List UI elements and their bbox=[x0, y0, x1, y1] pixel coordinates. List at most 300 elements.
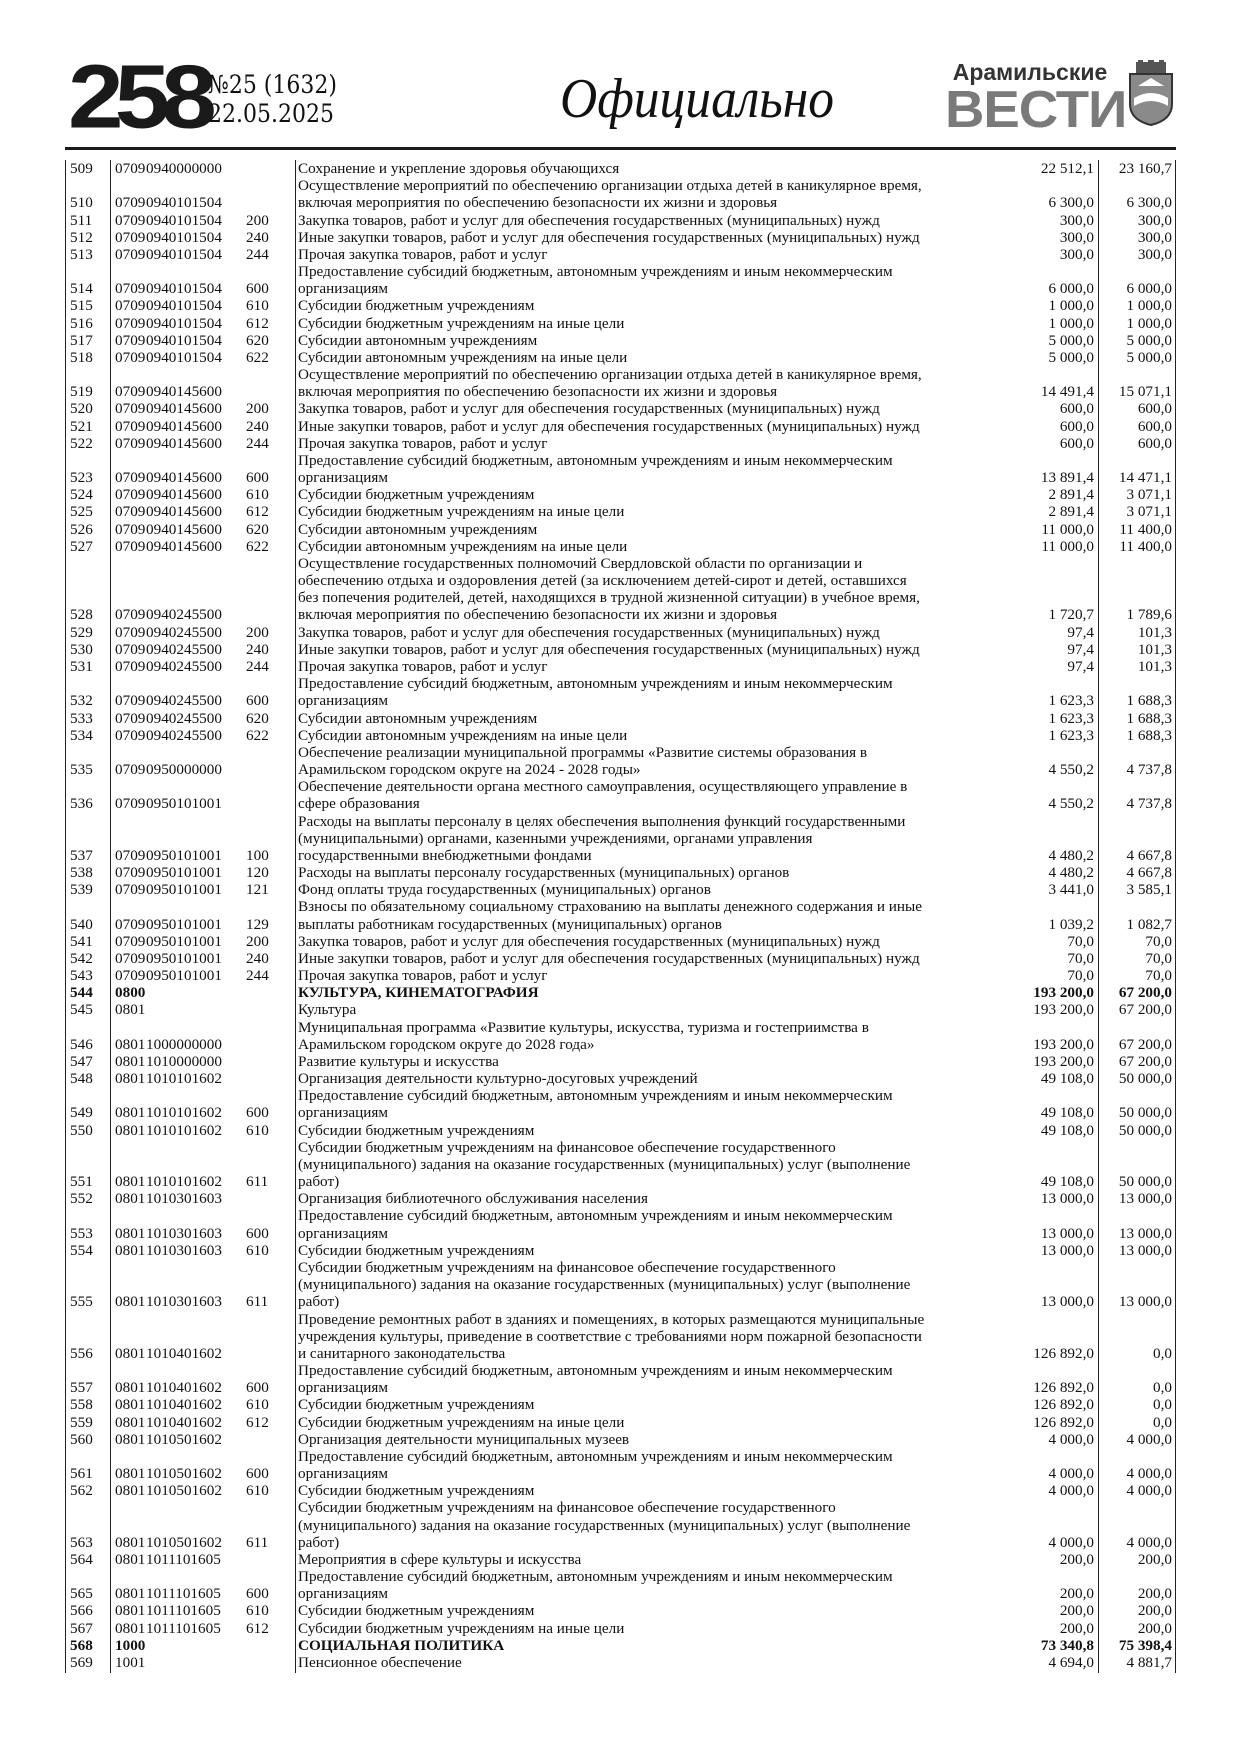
expense-type-code: 610 bbox=[246, 1482, 269, 1500]
target-article-code: 0940245500 bbox=[146, 623, 222, 641]
row-number: 554 bbox=[70, 1241, 93, 1259]
row-description: Предоставление субсидий бюджетным, автономным учреждениям и иным некоммерческим организациям bbox=[298, 451, 893, 487]
table-row bbox=[65, 160, 1176, 177]
table-row bbox=[65, 452, 1176, 486]
amount-year-1: 1 623,3 bbox=[1048, 709, 1094, 727]
amount-year-1: 4 000,0 bbox=[1048, 1430, 1094, 1448]
table-row bbox=[65, 1190, 1176, 1207]
table-row bbox=[65, 727, 1176, 744]
amount-year-1: 1 720,7 bbox=[1048, 606, 1094, 624]
amount-year-1: 97,4 bbox=[1067, 623, 1094, 641]
row-number: 529 bbox=[70, 623, 93, 641]
row-description: Предоставление субсидий бюджетным, автономным учреждениям и иным некоммерческим организациям bbox=[298, 1087, 893, 1122]
table-row bbox=[65, 675, 1176, 709]
row-number: 553 bbox=[70, 1224, 93, 1242]
row-description: Муниципальная программа «Развитие культуры, искусства, туризма и гостеприимства в Арамильском городском округе до 2028 года» bbox=[298, 1018, 869, 1053]
row-number: 516 bbox=[70, 314, 93, 332]
amount-year-2: 70,0 bbox=[1145, 967, 1172, 985]
target-article-code: 1011101605 bbox=[146, 1602, 221, 1620]
amount-year-2: 600,0 bbox=[1137, 417, 1172, 435]
amount-year-1: 1 039,2 bbox=[1048, 915, 1094, 933]
expense-type-code: 244 bbox=[246, 245, 269, 263]
table-row bbox=[65, 1499, 1176, 1551]
table-row bbox=[65, 1654, 1176, 1671]
table-row bbox=[65, 1070, 1176, 1087]
section-code: 0801 bbox=[115, 1482, 146, 1500]
target-article-code: 0940145600 bbox=[146, 520, 222, 538]
table-row bbox=[65, 1087, 1176, 1121]
row-number: 569 bbox=[70, 1653, 93, 1671]
amount-year-2: 13 000,0 bbox=[1118, 1190, 1172, 1208]
expense-type-code: 240 bbox=[246, 228, 269, 246]
amount-year-1: 70,0 bbox=[1067, 967, 1094, 985]
amount-year-2: 4 000,0 bbox=[1126, 1430, 1172, 1448]
target-article-code: 0940145600 bbox=[146, 434, 222, 452]
amount-year-2: 0,0 bbox=[1153, 1379, 1172, 1397]
row-description: Субсидии автономным учреждениям на иные цели bbox=[298, 348, 628, 366]
target-article-code: 1000000000 bbox=[146, 1035, 222, 1053]
target-article-code: 1011101605 bbox=[146, 1585, 221, 1603]
section-code: 0801 bbox=[115, 1121, 146, 1139]
amount-year-2: 4 737,8 bbox=[1126, 761, 1172, 779]
row-number: 567 bbox=[70, 1619, 93, 1637]
expense-type-code: 240 bbox=[246, 949, 269, 967]
row-description: Иные закупки товаров, работ и услуг для обеспечения государственных (муниципальных) нужд bbox=[298, 949, 920, 967]
section-code: 0801 bbox=[115, 1293, 146, 1311]
amount-year-2: 75 398,4 bbox=[1118, 1636, 1172, 1654]
amount-year-2: 1 000,0 bbox=[1126, 314, 1172, 332]
table-row bbox=[65, 813, 1176, 865]
amount-year-2: 200,0 bbox=[1137, 1585, 1172, 1603]
table-row bbox=[65, 1482, 1176, 1499]
section-code: 0709 bbox=[115, 314, 146, 332]
table-row bbox=[65, 1396, 1176, 1413]
row-description: Субсидии бюджетным учреждениям bbox=[298, 1602, 535, 1620]
section-code: 0709 bbox=[115, 520, 146, 538]
table-row bbox=[65, 1053, 1176, 1070]
expense-type-code: 612 bbox=[246, 1413, 269, 1431]
table-row bbox=[65, 1122, 1176, 1139]
amount-year-2: 6 300,0 bbox=[1126, 194, 1172, 212]
row-description: Закупка товаров, работ и услуг для обеспечения государственных (муниципальных) нужд bbox=[298, 211, 880, 229]
amount-year-1: 126 892,0 bbox=[1033, 1413, 1094, 1431]
row-number: 513 bbox=[70, 245, 93, 263]
target-article-code: 0950101001 bbox=[146, 864, 222, 882]
expense-type-code: 244 bbox=[246, 434, 269, 452]
amount-year-2: 50 000,0 bbox=[1118, 1070, 1172, 1088]
table-body bbox=[65, 160, 1176, 1671]
amount-year-1: 600,0 bbox=[1059, 417, 1094, 435]
amount-year-1: 70,0 bbox=[1067, 949, 1094, 967]
expense-type-code: 600 bbox=[246, 1224, 269, 1242]
section-code: 0801 bbox=[115, 1550, 146, 1568]
section-code: 0801 bbox=[115, 1619, 146, 1637]
amount-year-2: 23 160,7 bbox=[1118, 160, 1172, 177]
table-row bbox=[65, 744, 1176, 778]
expense-type-code: 200 bbox=[246, 932, 269, 950]
table-row bbox=[65, 1019, 1176, 1053]
expense-type-code: 200 bbox=[246, 211, 269, 229]
table-row bbox=[65, 1602, 1176, 1619]
section-code: 0801 bbox=[115, 1001, 146, 1019]
section-code: 0709 bbox=[115, 726, 146, 744]
target-article-code: 0940245500 bbox=[146, 692, 222, 710]
amount-year-2: 1 688,3 bbox=[1126, 692, 1172, 710]
target-article-code: 1010501602 bbox=[146, 1430, 222, 1448]
row-number: 517 bbox=[70, 331, 93, 349]
row-number: 510 bbox=[70, 194, 93, 212]
amount-year-1: 11 000,0 bbox=[1041, 537, 1094, 555]
section-code: 0709 bbox=[115, 228, 146, 246]
row-description: Субсидии автономным учреждениям bbox=[298, 709, 538, 727]
row-description: Предоставление субсидий бюджетным, автономным учреждениям и иным некоммерческим организациям bbox=[298, 1362, 893, 1397]
expense-type-code: 600 bbox=[246, 1104, 269, 1122]
amount-year-2: 1 000,0 bbox=[1126, 297, 1172, 315]
target-article-code: 1011101605 bbox=[146, 1550, 221, 1568]
row-number: 532 bbox=[70, 692, 93, 710]
row-description: Субсидии автономным учреждениям на иные цели bbox=[298, 537, 628, 555]
section-code: 0709 bbox=[115, 709, 146, 727]
table-row bbox=[65, 315, 1176, 332]
amount-year-1: 22 512,1 bbox=[1040, 160, 1094, 177]
target-article-code: 0940101504 bbox=[146, 348, 222, 366]
amount-year-2: 1 688,3 bbox=[1126, 726, 1172, 744]
target-article-code: 0940101504 bbox=[146, 228, 222, 246]
table-row bbox=[65, 984, 1176, 1001]
table-row bbox=[65, 555, 1176, 624]
row-number: 562 bbox=[70, 1482, 93, 1500]
target-article-code: 1010401602 bbox=[146, 1413, 222, 1431]
row-description: СОЦИАЛЬНАЯ ПОЛИТИКА bbox=[298, 1636, 505, 1654]
table-row bbox=[65, 486, 1176, 503]
table-row bbox=[65, 418, 1176, 435]
amount-year-2: 200,0 bbox=[1137, 1550, 1172, 1568]
section-code: 0801 bbox=[115, 1052, 146, 1070]
section-code: 0709 bbox=[115, 245, 146, 263]
row-number: 528 bbox=[70, 606, 93, 624]
table-row bbox=[65, 538, 1176, 555]
table-row bbox=[65, 332, 1176, 349]
target-article-code: 1010401602 bbox=[146, 1379, 222, 1397]
section-code: 0801 bbox=[115, 1533, 146, 1551]
table-row bbox=[65, 881, 1176, 898]
table-row bbox=[65, 1620, 1176, 1637]
page-number: 258 bbox=[68, 46, 208, 148]
table-row bbox=[65, 864, 1176, 881]
amount-year-1: 73 340,8 bbox=[1040, 1636, 1094, 1654]
amount-year-1: 70,0 bbox=[1067, 932, 1094, 950]
expense-type-code: 240 bbox=[246, 640, 269, 658]
section-code: 0709 bbox=[115, 949, 146, 967]
amount-year-2: 67 200,0 bbox=[1118, 984, 1172, 1002]
target-article-code: 1010501602 bbox=[146, 1465, 222, 1483]
amount-year-1: 13 000,0 bbox=[1040, 1190, 1094, 1208]
table-row bbox=[65, 1259, 1176, 1311]
table-row bbox=[65, 177, 1176, 211]
row-description: Прочая закупка товаров, работ и услуг bbox=[298, 245, 548, 263]
row-number: 515 bbox=[70, 297, 93, 315]
expense-type-code: 610 bbox=[246, 1602, 269, 1620]
row-number: 555 bbox=[70, 1293, 93, 1311]
row-description: Субсидии бюджетным учреждениям на финансовое обеспечение государственного (муниципального) задания на оказание государственных (муниципальных) услуг (выполнение работ) bbox=[298, 1499, 911, 1551]
expense-type-code: 200 bbox=[246, 400, 269, 418]
amount-year-2: 14 471,1 bbox=[1118, 469, 1172, 487]
row-description: Субсидии бюджетным учреждениям на финансовое обеспечение государственного (муниципального) задания на оказание государственных (муниципальных) услуг (выполнение работ) bbox=[298, 1259, 911, 1311]
expense-type-code: 240 bbox=[246, 417, 269, 435]
amount-year-1: 13 000,0 bbox=[1040, 1241, 1094, 1259]
amount-year-2: 3 585,1 bbox=[1126, 881, 1172, 899]
amount-year-1: 11 000,0 bbox=[1041, 520, 1094, 538]
row-description: Субсидии бюджетным учреждениям на иные цели bbox=[298, 503, 625, 521]
row-description: Субсидии бюджетным учреждениям bbox=[298, 1241, 535, 1259]
amount-year-1: 2 891,4 bbox=[1048, 503, 1094, 521]
row-description: Организация библиотечного обслуживания населения bbox=[298, 1190, 648, 1208]
row-description: Проведение ремонтных работ в зданиях и помещениях, в которых размещаются муниципальные учреждения культуры, приведение в соответствие с требованиями норм пожарной безопасности и санитарного законодательства bbox=[298, 1310, 925, 1362]
expense-type-code: 600 bbox=[246, 280, 269, 298]
expense-type-code: 610 bbox=[246, 486, 269, 504]
section-code: 0709 bbox=[115, 331, 146, 349]
target-article-code: 0940145600 bbox=[146, 537, 222, 555]
logo-top: Арамильские bbox=[952, 59, 1108, 85]
row-number: 549 bbox=[70, 1104, 93, 1122]
row-description: Субсидии бюджетным учреждениям bbox=[298, 1121, 535, 1139]
row-description: Сохранение и укрепление здоровья обучающихся bbox=[298, 160, 620, 177]
row-description: Расходы на выплаты персоналу в целях обеспечения выполнения функций государственными (муниципальными) органами, казенными учреждениями, органами управления государственными внебюджетными фондами bbox=[298, 812, 906, 864]
coat-of-arms-icon bbox=[1126, 60, 1176, 126]
amount-year-2: 4 737,8 bbox=[1126, 795, 1172, 813]
target-article-code: 1010401602 bbox=[146, 1396, 222, 1414]
amount-year-1: 4 000,0 bbox=[1048, 1465, 1094, 1483]
issue-date: 22.05.2025 bbox=[208, 99, 334, 128]
amount-year-1: 4 694,0 bbox=[1048, 1653, 1094, 1671]
target-article-code: 0940145600 bbox=[146, 486, 222, 504]
row-description: Пенсионное обеспечение bbox=[298, 1653, 462, 1671]
section-code: 0709 bbox=[115, 348, 146, 366]
target-article-code: 0940101504 bbox=[146, 314, 222, 332]
row-number: 545 bbox=[70, 1001, 93, 1019]
amount-year-1: 4 480,2 bbox=[1048, 846, 1094, 864]
table-row bbox=[65, 1139, 1176, 1191]
row-description: Субсидии автономным учреждениям bbox=[298, 331, 538, 349]
table-row bbox=[65, 624, 1176, 641]
table-row bbox=[65, 349, 1176, 366]
amount-year-1: 13 000,0 bbox=[1040, 1293, 1094, 1311]
target-article-code: 1010401602 bbox=[146, 1344, 222, 1362]
amount-year-2: 4 000,0 bbox=[1126, 1465, 1172, 1483]
amount-year-2: 0,0 bbox=[1153, 1344, 1172, 1362]
target-article-code: 0940245500 bbox=[146, 709, 222, 727]
row-description: Закупка товаров, работ и услуг для обеспечения государственных (муниципальных) нужд bbox=[298, 400, 880, 418]
amount-year-1: 2 891,4 bbox=[1048, 486, 1094, 504]
amount-year-1: 1 623,3 bbox=[1048, 692, 1094, 710]
amount-year-2: 200,0 bbox=[1137, 1602, 1172, 1620]
table-row bbox=[65, 1637, 1176, 1654]
expense-type-code: 611 bbox=[246, 1173, 269, 1191]
section-code: 0709 bbox=[115, 537, 146, 555]
amount-year-2: 70,0 bbox=[1145, 949, 1172, 967]
row-description: Предоставление субсидий бюджетным, автономным учреждениям и иным некоммерческим организациям bbox=[298, 675, 893, 710]
target-article-code: 1010501602 bbox=[146, 1482, 222, 1500]
row-number: 527 bbox=[70, 537, 93, 555]
table-row bbox=[65, 297, 1176, 314]
row-number: 540 bbox=[70, 915, 93, 933]
row-number: 556 bbox=[70, 1344, 93, 1362]
amount-year-2: 50 000,0 bbox=[1118, 1104, 1172, 1122]
row-description: Субсидии бюджетным учреждениям на иные цели bbox=[298, 314, 625, 332]
target-article-code: 1010101602 bbox=[146, 1173, 222, 1191]
section-code: 0709 bbox=[115, 160, 146, 177]
section-code: 0801 bbox=[115, 1413, 146, 1431]
row-number: 551 bbox=[70, 1173, 93, 1191]
row-number: 552 bbox=[70, 1190, 93, 1208]
target-article-code: 0940245500 bbox=[146, 606, 222, 624]
amount-year-1: 600,0 bbox=[1059, 400, 1094, 418]
row-number: 543 bbox=[70, 967, 93, 985]
target-article-code: 1010301603 bbox=[146, 1190, 222, 1208]
target-article-code: 1010101602 bbox=[146, 1121, 222, 1139]
table-row bbox=[65, 950, 1176, 967]
amount-year-2: 13 000,0 bbox=[1118, 1224, 1172, 1242]
section-code: 0801 bbox=[115, 1396, 146, 1414]
expense-type-code: 600 bbox=[246, 1465, 269, 1483]
amount-year-2: 600,0 bbox=[1137, 434, 1172, 452]
expense-type-code: 622 bbox=[246, 537, 269, 555]
row-number: 533 bbox=[70, 709, 93, 727]
expense-type-code: 610 bbox=[246, 1396, 269, 1414]
table-row bbox=[65, 246, 1176, 263]
row-number: 541 bbox=[70, 932, 93, 950]
section-code: 0709 bbox=[115, 400, 146, 418]
target-article-code: 0940101504 bbox=[146, 280, 222, 298]
row-description: Субсидии автономным учреждениям bbox=[298, 520, 538, 538]
section-code: 1001 bbox=[115, 1653, 146, 1671]
amount-year-2: 300,0 bbox=[1137, 245, 1172, 263]
target-article-code: 0950101001 bbox=[146, 967, 222, 985]
row-description: Осуществление мероприятий по обеспечению организации отдыха детей в каникулярное время, включая мероприятия по обеспечению безопасности их жизни и здоровья bbox=[298, 177, 922, 212]
amount-year-1: 13 000,0 bbox=[1040, 1224, 1094, 1242]
header-rule bbox=[65, 147, 1176, 150]
amount-year-2: 67 200,0 bbox=[1118, 1035, 1172, 1053]
target-article-code: 0940145600 bbox=[146, 469, 222, 487]
amount-year-1: 97,4 bbox=[1067, 657, 1094, 675]
amount-year-1: 126 892,0 bbox=[1033, 1379, 1094, 1397]
target-article-code: 0940145600 bbox=[146, 383, 222, 401]
row-number: 512 bbox=[70, 228, 93, 246]
amount-year-2: 6 000,0 bbox=[1126, 280, 1172, 298]
expense-type-code: 611 bbox=[246, 1533, 269, 1551]
amount-year-1: 4 550,2 bbox=[1048, 761, 1094, 779]
target-article-code: 0940145600 bbox=[146, 400, 222, 418]
section-code: 0709 bbox=[115, 383, 146, 401]
section-code: 0709 bbox=[115, 967, 146, 985]
expense-type-code: 121 bbox=[246, 881, 269, 899]
row-number: 548 bbox=[70, 1070, 93, 1088]
target-article-code: 1010000000 bbox=[146, 1052, 222, 1070]
row-description: Расходы на выплаты персоналу государственных (муниципальных) органов bbox=[298, 864, 790, 882]
target-article-code: 0950101001 bbox=[146, 846, 222, 864]
expense-type-code: 120 bbox=[246, 864, 269, 882]
section-code: 0709 bbox=[115, 795, 146, 813]
section-code: 0801 bbox=[115, 1585, 146, 1603]
row-number: 522 bbox=[70, 434, 93, 452]
target-article-code: 1010501602 bbox=[146, 1533, 222, 1551]
amount-year-1: 6 000,0 bbox=[1048, 280, 1094, 298]
section-code: 0709 bbox=[115, 881, 146, 899]
target-article-code: 1010101602 bbox=[146, 1104, 222, 1122]
table-row bbox=[65, 710, 1176, 727]
target-article-code: 0940101504 bbox=[146, 331, 222, 349]
amount-year-2: 101,3 bbox=[1137, 657, 1172, 675]
amount-year-1: 200,0 bbox=[1059, 1585, 1094, 1603]
amount-year-1: 1 000,0 bbox=[1048, 297, 1094, 315]
amount-year-2: 1 789,6 bbox=[1126, 606, 1172, 624]
amount-year-1: 97,4 bbox=[1067, 640, 1094, 658]
amount-year-1: 49 108,0 bbox=[1040, 1104, 1094, 1122]
row-number: 537 bbox=[70, 846, 93, 864]
row-number: 563 bbox=[70, 1533, 93, 1551]
row-number: 568 bbox=[70, 1636, 93, 1654]
row-description: Обеспечение реализации муниципальной программы «Развитие системы образования в Арамильском городском округе на 2024 - 2028 годы» bbox=[298, 743, 868, 779]
section-code: 0801 bbox=[115, 1224, 146, 1242]
row-number: 559 bbox=[70, 1413, 93, 1431]
amount-year-2: 11 400,0 bbox=[1119, 520, 1172, 538]
table-row bbox=[65, 503, 1176, 520]
target-article-code: 0950101001 bbox=[146, 949, 222, 967]
amount-year-1: 13 891,4 bbox=[1040, 469, 1094, 487]
table-row bbox=[65, 658, 1176, 675]
section-code: 0709 bbox=[115, 915, 146, 933]
row-number: 560 bbox=[70, 1430, 93, 1448]
expense-type-code: 612 bbox=[246, 314, 269, 332]
expense-type-code: 620 bbox=[246, 520, 269, 538]
amount-year-1: 4 550,2 bbox=[1048, 795, 1094, 813]
issue-number: №25 (1632) bbox=[208, 70, 337, 99]
section-code: 0709 bbox=[115, 297, 146, 315]
expense-type-code: 612 bbox=[246, 1619, 269, 1637]
row-number: 561 bbox=[70, 1465, 93, 1483]
amount-year-1: 5 000,0 bbox=[1048, 348, 1094, 366]
amount-year-2: 300,0 bbox=[1137, 211, 1172, 229]
expense-type-code: 610 bbox=[246, 1241, 269, 1259]
row-number: 523 bbox=[70, 469, 93, 487]
row-number: 531 bbox=[70, 657, 93, 675]
row-number: 564 bbox=[70, 1550, 93, 1568]
target-article-code: 1010301603 bbox=[146, 1224, 222, 1242]
amount-year-2: 101,3 bbox=[1137, 640, 1172, 658]
table-row bbox=[65, 366, 1176, 400]
target-article-code: 1011101605 bbox=[146, 1619, 221, 1637]
expense-type-code: 600 bbox=[246, 1379, 269, 1397]
amount-year-1: 300,0 bbox=[1059, 228, 1094, 246]
amount-year-2: 4 667,8 bbox=[1126, 864, 1172, 882]
row-number: 566 bbox=[70, 1602, 93, 1620]
row-description: Организация деятельности муниципальных музеев bbox=[298, 1430, 630, 1448]
section-code: 0709 bbox=[115, 194, 146, 212]
logo-bottom: ВЕСТИ bbox=[945, 81, 1127, 139]
row-description: Иные закупки товаров, работ и услуг для обеспечения государственных (муниципальных) нужд bbox=[298, 228, 920, 246]
amount-year-1: 193 200,0 bbox=[1033, 1035, 1094, 1053]
row-number: 534 bbox=[70, 726, 93, 744]
target-article-code: 0940245500 bbox=[146, 640, 222, 658]
row-description: Мероприятия в сфере культуры и искусства bbox=[298, 1550, 582, 1568]
target-article-code: 0950101001 bbox=[146, 932, 222, 950]
amount-year-2: 4 667,8 bbox=[1126, 846, 1172, 864]
row-description: Фонд оплаты труда государственных (муниципальных) органов bbox=[298, 881, 711, 899]
section-code: 1000 bbox=[115, 1636, 146, 1654]
expense-type-code: 622 bbox=[246, 726, 269, 744]
table-row bbox=[65, 400, 1176, 417]
row-description: Организация деятельности культурно-досуговых учреждений bbox=[298, 1070, 698, 1088]
